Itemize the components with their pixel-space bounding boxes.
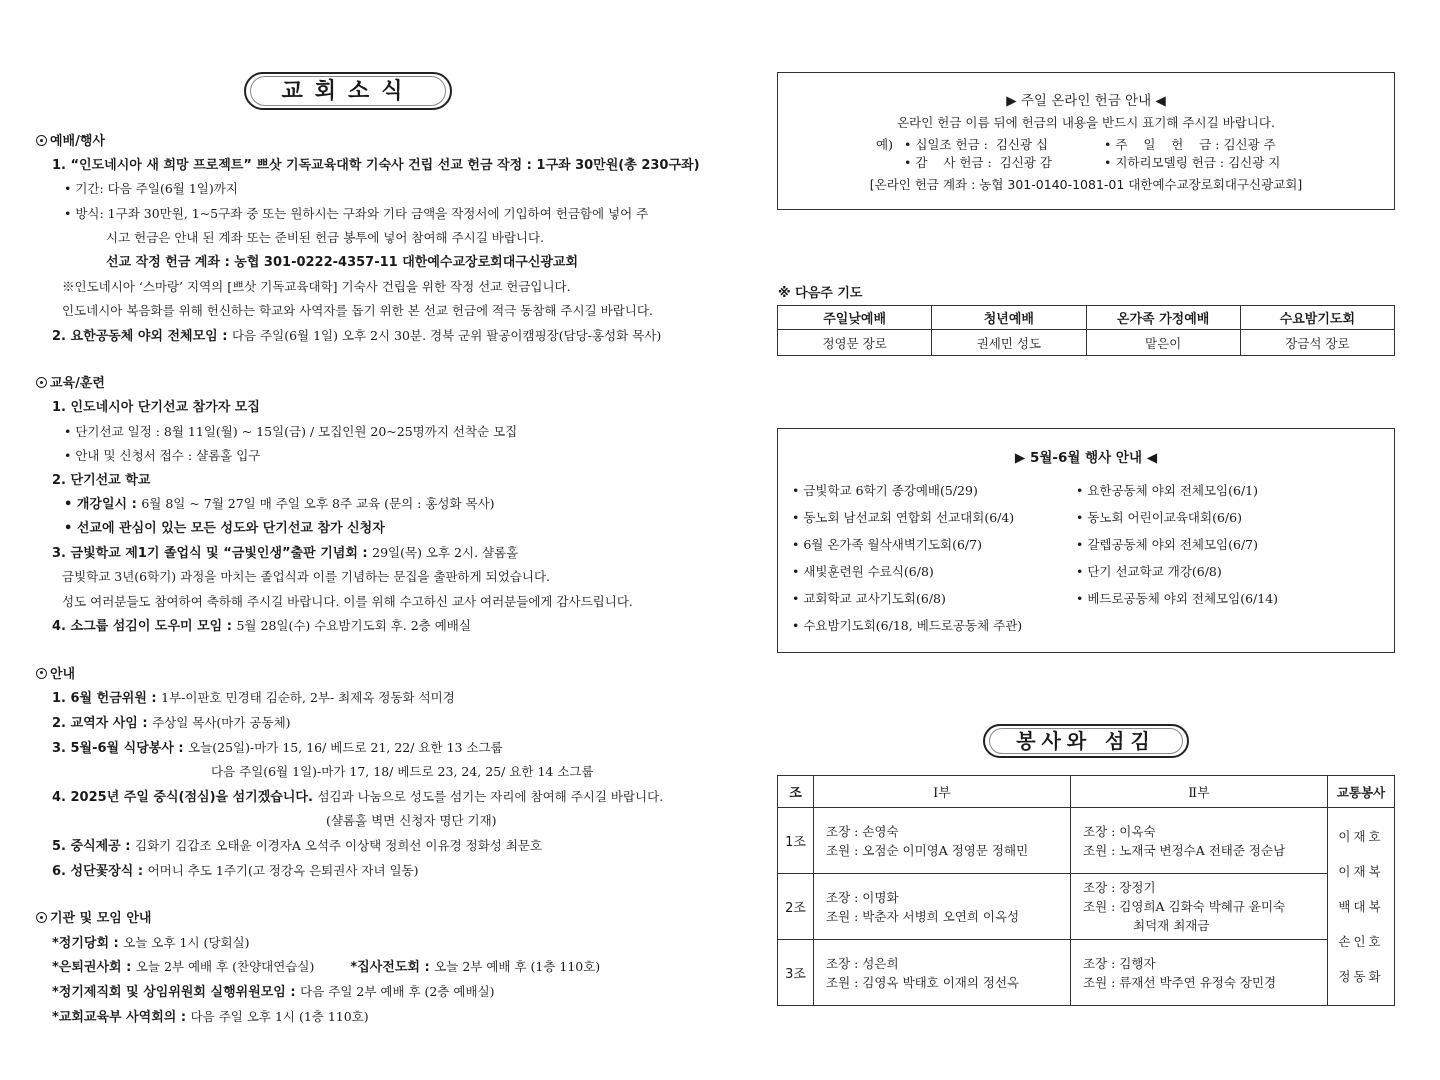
service-col-second: Ⅱ부 <box>1071 776 1328 808</box>
news-line <box>36 251 676 275</box>
service-leader: 조장 : 성은희 <box>826 955 899 971</box>
news-line-heading: 6. 성단꽃장식 : <box>52 863 148 879</box>
section-bullet-icon <box>36 912 47 923</box>
traffic-volunteer: 손인호 <box>1338 934 1384 949</box>
service-part-cell <box>814 808 1071 874</box>
prayer-value-wednesday: 장금석 장로 <box>1240 330 1394 356</box>
news-line <box>36 420 676 445</box>
news-line <box>36 492 676 517</box>
service-row <box>778 940 1395 1006</box>
service-row <box>778 808 1395 874</box>
event-item: • 요한공동체 야외 전체모임(6/1) <box>1076 483 1258 498</box>
news-line-heading: 4. 2025년 주일 중식(점심)을 섬기겠습니다. <box>52 789 318 805</box>
section-heading <box>36 663 676 687</box>
news-line-text: 오늘 2부 예배 후 (1층 110호) <box>434 959 601 975</box>
news-line <box>36 980 676 1005</box>
event-item: • 교회학교 교사기도회(6/8) <box>792 591 946 606</box>
next-week-prayer-table <box>777 305 1395 356</box>
event-item: • 동노회 어린이교육대회(6/6) <box>1076 510 1242 525</box>
news-line <box>36 444 676 469</box>
news-line <box>36 299 676 324</box>
news-line-text: 5월 28일(수) 수요밤기도회 후. 2층 예배실 <box>236 618 471 634</box>
news-line-text: 오늘 오후 1시 (당회실) <box>123 934 250 950</box>
traffic-service-cell <box>1328 808 1395 1006</box>
prayer-value-youth: 권세민 성도 <box>932 330 1086 356</box>
news-line <box>36 686 676 711</box>
news-line-heading: 4. 소그룹 섬김이 도우미 모임 : <box>52 619 237 635</box>
traffic-volunteer: 이재복 <box>1338 864 1384 879</box>
news-line-heading: • 개강일시 : <box>64 497 142 513</box>
service-part-cell <box>814 874 1071 940</box>
event-item: • 갈렙공동체 야외 전체모임(6/7) <box>1076 537 1258 552</box>
service-members: 조원 : 박춘자 서병희 오연희 이옥성 <box>826 908 1020 924</box>
news-line-text: 다음 주일 오후 1시 (1층 110호) <box>190 1008 369 1024</box>
service-leader: 조장 : 이명화 <box>826 889 899 905</box>
next-week-prayer-label: ※ 다음주 기도 <box>778 286 863 301</box>
news-line-text: 다음 주일 2부 예배 후 (2층 예배실) <box>300 984 495 999</box>
prayer-value-family: 맡은이 <box>1086 330 1240 356</box>
news-line-text: 오늘(25일)-마가 15, 16/ 베드로 21, 22/ 요한 13 소그룹 <box>188 739 503 755</box>
news-line <box>36 202 676 227</box>
news-line-heading: *은퇴권사회 : <box>52 960 136 976</box>
news-line-heading: 2. 단기선교 학교 <box>52 472 151 488</box>
service-part-cell <box>1071 808 1328 874</box>
section-title: 기관 및 모임 안내 <box>50 911 152 927</box>
service-members: 조원 : 오점순 이미영A 정영문 정해민 <box>826 842 1029 858</box>
service-leader: 조장 : 이옥숙 <box>1083 823 1156 839</box>
service-group-label: 3조 <box>778 940 814 1006</box>
news-line-text: (샬롬홀 벽면 신청자 명단 기재) <box>326 813 497 829</box>
news-line-text: 인도네시아 복음화를 위해 헌신하는 학교와 사역자를 돕기 위한 본 선교 헌금에 적극 동참해 주시길 바랍니다. <box>62 303 653 319</box>
news-line-text: • 기간: 다음 주일(6월 1일)까지 <box>64 181 238 197</box>
news-line <box>36 834 676 859</box>
news-line-text: 섬김과 나눔으로 성도를 섬기는 자리에 참여해 주시길 바랍니다. <box>317 788 664 804</box>
news-line-text: 주상일 목사(마가 공동체) <box>152 715 291 731</box>
service-group-label: 2조 <box>778 874 814 940</box>
service-part-cell <box>1071 940 1328 1006</box>
event-item: • 수요밤기도회(6/18, 베드로공동체 주관) <box>792 618 1023 633</box>
section-bullet-icon <box>36 135 47 146</box>
event-item: • 6월 온가족 월삭새벽기도회(6/7) <box>792 537 982 552</box>
news-line <box>36 760 676 785</box>
news-line <box>36 1005 676 1030</box>
news-line <box>36 469 676 493</box>
news-line <box>36 859 676 884</box>
service-col-jo: 조 <box>778 776 814 808</box>
online-offering-title: ▶ 주일 온라인 헌금 안내 ◀ <box>1006 93 1166 109</box>
news-line-heading: *정기당회 : <box>52 935 124 951</box>
service-part-cell <box>814 940 1071 1006</box>
news-line-text: 6월 8일 ~ 7월 27일 매 주일 오후 8주 교육 (문의 : 홍성화 목사) <box>141 496 495 512</box>
service-part-cell <box>1071 874 1328 940</box>
section-title: 예배/행사 <box>50 134 105 149</box>
online-offering-example-tithe: • 십일조 헌금 : 김신광 십 <box>904 137 1049 152</box>
events-box <box>777 428 1395 653</box>
section-heading <box>36 372 676 396</box>
news-line-text: 어머니 추도 1주기(고 정강옥 은퇴권사 자녀 일동) <box>147 862 419 878</box>
news-line <box>36 177 676 202</box>
service-leader: 조장 : 손영숙 <box>826 823 899 839</box>
online-offering-account: [온라인 헌금 계좌 : 농협 301-0140-1081-01 대한예수교장로회대구신광교회] <box>869 177 1303 192</box>
section-gap <box>36 348 676 372</box>
prayer-header-family: 온가족 가정예배 <box>1086 306 1240 330</box>
news-line-heading: 1. “인도네시아 새 희망 프로젝트” 쁘삿 기독교육대학 기숙사 건립 선교 헌금 작정 : 1구좌 30만원(총 230구좌) <box>52 157 700 173</box>
service-members: 조원 : 김영희A 김화숙 박혜규 윤미숙 <box>1083 899 1286 914</box>
news-line <box>36 736 676 761</box>
news-line-text: 시고 헌금은 안내 된 계좌 또는 준비된 헌금 봉투에 넣어 참여해 주시길 바랍니다. <box>106 230 545 246</box>
service-title: 봉사와 섬김 <box>1016 729 1156 753</box>
news-line-text: 성도 여러분들도 참여하여 축하해 주시길 바랍니다. 이를 위해 수고하신 교사 여러분들에게 감사드립니다. <box>62 593 633 609</box>
news-line <box>36 565 676 590</box>
news-line-text: 다음 주일(6월 1일) 오후 2시 30분. 경북 군위 팔공이캠핑장(담당-홍성화 목사) <box>231 327 662 343</box>
service-members: 조원 : 김영옥 박태호 이재의 정선옥 <box>826 974 1020 990</box>
service-header <box>983 724 1189 758</box>
news-line-heading: 2. 요한공동체 야외 전체모임 : <box>52 328 232 344</box>
event-item: • 새빛훈련원 수료식(6/8) <box>792 564 934 579</box>
prayer-header-youth: 청년예배 <box>932 306 1086 330</box>
church-news-body <box>36 130 700 1029</box>
online-offering-example-remodel: • 지하리모델링 헌금 : 김신광 지 <box>1104 155 1281 170</box>
news-line <box>36 955 676 980</box>
events-title: ▶ 5월-6월 행사 안내 ◀ <box>1014 450 1158 466</box>
online-offering-instruction: 온라인 헌금 이름 뒤에 헌금의 내용을 반드시 표기해 주시길 바랍니다. <box>897 115 1275 130</box>
news-line-heading: *집사전도회 : <box>350 960 435 976</box>
news-line <box>36 931 676 956</box>
news-line <box>36 226 676 251</box>
news-line <box>36 711 676 736</box>
section-heading <box>36 130 676 154</box>
online-offering-example-sunday: • 주 일 헌 금 : 김신광 주 <box>1104 137 1276 152</box>
event-item: • 금빛학교 6학기 종강예배(5/29) <box>792 483 978 498</box>
service-members: 최덕재 최재금 <box>1133 918 1210 933</box>
section-heading <box>36 907 676 931</box>
news-line <box>36 396 676 420</box>
news-line-heading: 5. 중식제공 : <box>52 839 135 855</box>
section-bullet-icon <box>36 668 47 679</box>
news-line <box>36 517 676 541</box>
prayer-header-row <box>778 306 1395 330</box>
service-col-traffic: 교통봉사 <box>1328 776 1395 808</box>
news-line-text: 김화기 김갑조 오태윤 이경자A 오석주 이상택 정희선 이유경 정화성 최문호 <box>135 838 543 854</box>
news-line-heading: *정기제직회 및 상임위원회 실행위원모임 : <box>52 985 301 1000</box>
news-line-text: 29일(목) 오후 2시. 샬롬홀 <box>372 544 519 560</box>
section-gap <box>36 883 676 907</box>
prayer-value-sunday: 정영문 장로 <box>778 330 932 356</box>
event-item: • 베드로공동체 야외 전체모임(6/14) <box>1076 591 1279 606</box>
news-line <box>36 541 676 566</box>
events-right-list <box>1076 477 1278 612</box>
news-line-text: 1부-이판호 민경태 김순하, 2부- 최제옥 정동화 석미경 <box>161 690 455 706</box>
service-leader: 조장 : 장정기 <box>1083 880 1156 895</box>
news-line <box>36 154 700 178</box>
news-line-text: • 단기선교 일정 : 8월 11일(월) ~ 15일(금) / 모집인원 20~25명까지 선착순 모집 <box>64 423 518 439</box>
service-leader: 조장 : 김행자 <box>1083 955 1156 971</box>
news-line-text: 금빛학교 3년(6학기) 과정을 마치는 졸업식과 이를 기념하는 문집을 출판하게 되었습니다. <box>62 569 551 585</box>
news-line-text: 다음 주일(6월 1일)-마가 17, 18/ 베드로 23, 24, 25/ 요한 14 소그룹 <box>211 764 594 780</box>
service-col-first: Ⅰ부 <box>814 776 1071 808</box>
section-bullet-icon <box>36 377 47 388</box>
service-table <box>777 775 1395 1006</box>
section-gap <box>36 639 676 663</box>
traffic-volunteer: 백대복 <box>1338 899 1384 914</box>
prayer-value-row <box>778 330 1395 356</box>
events-left-list <box>792 477 1022 639</box>
news-line-heading: 2. 교역자 사임 : <box>52 716 153 732</box>
news-line-heading: *교회교육부 사역회의 : <box>52 1009 191 1025</box>
news-line-heading: 3. 금빛학교 제1기 졸업식 및 “금빛인생”출판 기념회 : <box>52 545 373 561</box>
online-offering-example-label: 예) <box>876 137 893 152</box>
church-news-header <box>244 72 452 110</box>
news-line <box>36 809 676 834</box>
prayer-header-wednesday: 수요밤기도회 <box>1240 306 1394 330</box>
news-line-heading: 선교 작정 헌금 계좌 : 농협 301-0222-4357-11 대한예수교장로회대구신광교회 <box>106 254 579 270</box>
prayer-header-sunday: 주일낮예배 <box>778 306 932 330</box>
service-header-row <box>778 776 1395 808</box>
news-line-text: • 안내 및 신청서 접수 : 샬롬홀 입구 <box>64 448 261 464</box>
news-line-heading: 3. 5월-6월 식당봉사 : <box>52 740 189 756</box>
traffic-volunteer: 이재호 <box>1338 829 1384 844</box>
service-group-label: 1조 <box>778 808 814 874</box>
traffic-volunteer: 정동화 <box>1338 969 1384 984</box>
section-title: 안내 <box>50 666 76 682</box>
event-item: • 동노회 남선교회 연합회 선교대회(6/4) <box>792 510 1015 525</box>
news-line <box>36 275 676 300</box>
news-line-heading: 1. 6월 헌금위원 : <box>52 691 162 707</box>
event-item: • 단기 선교학교 개강(6/8) <box>1076 564 1222 579</box>
service-members: 조원 : 류재선 박주연 유정숙 장민경 <box>1083 974 1277 990</box>
news-line-text: • 방식: 1구좌 30만원, 1~5구좌 중 또는 원하시는 구좌와 기타 금액을 작정서에 기입하여 헌금함에 넣어 주 <box>64 205 649 221</box>
section-title: 교육/훈련 <box>50 376 105 392</box>
news-line <box>36 614 676 639</box>
online-offering-example-thanks: • 감 사 헌금 : 김신광 감 <box>904 155 1052 170</box>
news-line-heading: 1. 인도네시아 단기선교 참가자 모집 <box>52 399 260 415</box>
service-row <box>778 874 1395 940</box>
online-offering-box <box>777 72 1395 210</box>
news-line-heading: • 선교에 관심이 있는 모든 성도와 단기선교 참가 신청자 <box>64 520 385 536</box>
news-line <box>36 590 676 615</box>
news-line-text: 오늘 2부 예배 후 (찬양대연습실) <box>135 959 315 975</box>
church-news-title: 교회소식 <box>281 78 415 104</box>
news-line-text: ※인도네시아 ‘스마랑’ 지역의 [쁘삿 기독교육대학] 기숙사 건립을 위한 작정 선교 헌금입니다. <box>62 278 571 294</box>
news-line <box>36 785 676 810</box>
news-line <box>36 324 676 349</box>
service-members: 조원 : 노재국 변정수A 전태준 정순남 <box>1083 842 1286 858</box>
